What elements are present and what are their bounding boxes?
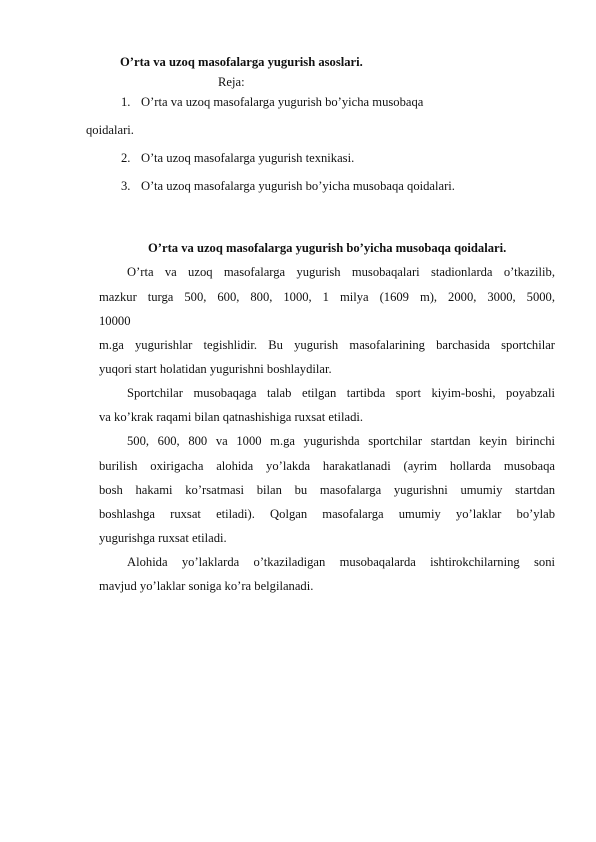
paragraph-line: va ko’krak raqami bilan qatnashishiga ruxsat etiladi. [99,410,364,424]
section-heading: O’rta va uzoq masofalarga yugurish bo’yicha musobaqa qoidalari. [148,241,507,255]
plan-item-1-number: 1. [121,95,131,109]
document-title: O’rta va uzoq masofalarga yugurish asoslari. [120,55,363,69]
plan-item-3-number: 3. [121,179,131,193]
paragraph-line: 10000 [99,314,131,328]
paragraph-line: yuqori start holatidan yugurishni boshlaydilar. [99,362,332,376]
paragraph-line: burilish oxirigacha alohida yo’lakda harakatlanadi (ayrim hollarda musobaqa [99,459,555,473]
paragraph-line: Alohida yo’laklarda o’tkaziladigan musobaqalarda ishtirokchilarning soni [127,555,555,569]
paragraph-line: yugurishga ruxsat etiladi. [99,531,227,545]
paragraph-line: mazkur turga 500, 600, 800, 1000, 1 milya (1609 m), 2000, 3000, 5000, [99,290,555,304]
plan-item-2-text: O’ta uzoq masofalarga yugurish texnikasi. [141,151,355,165]
plan-item-3-text: O’ta uzoq masofalarga yugurish bo’yicha musobaqa qoidalari. [141,179,455,193]
paragraph-line: O’rta va uzoq masofalarga yugurish musobaqalari stadionlarda o’tkazilib, [127,265,555,279]
paragraph-line: bosh hakami ko’rsatmasi bilan bu masofalarga yugurishni umumiy startdan [99,483,555,497]
paragraph-line: 500, 600, 800 va 1000 m.ga yugurishda sportchilar startdan keyin birinchi [127,434,555,448]
plan-label: Reja: [218,75,245,89]
plan-item-2-number: 2. [121,151,131,165]
plan-item-1-text-continued: qoidalari. [86,123,134,137]
paragraph-line: m.ga yugurishlar tegishlidir. Bu yugurish masofalarining barchasida sportchilar [99,338,555,352]
paragraph-line: boshlashga ruxsat etiladi). Qolgan masofalarga umumiy yo’laklar bo’ylab [99,507,555,521]
paragraph-line: Sportchilar musobaqaga talab etilgan tartibda sport kiyim-boshi, poyabzali [127,386,555,400]
paragraph-line: mavjud yo’laklar soniga ko’ra belgilanadi. [99,579,314,593]
plan-item-1-text: O’rta va uzoq masofalarga yugurish bo’yicha musobaqa [141,95,424,109]
